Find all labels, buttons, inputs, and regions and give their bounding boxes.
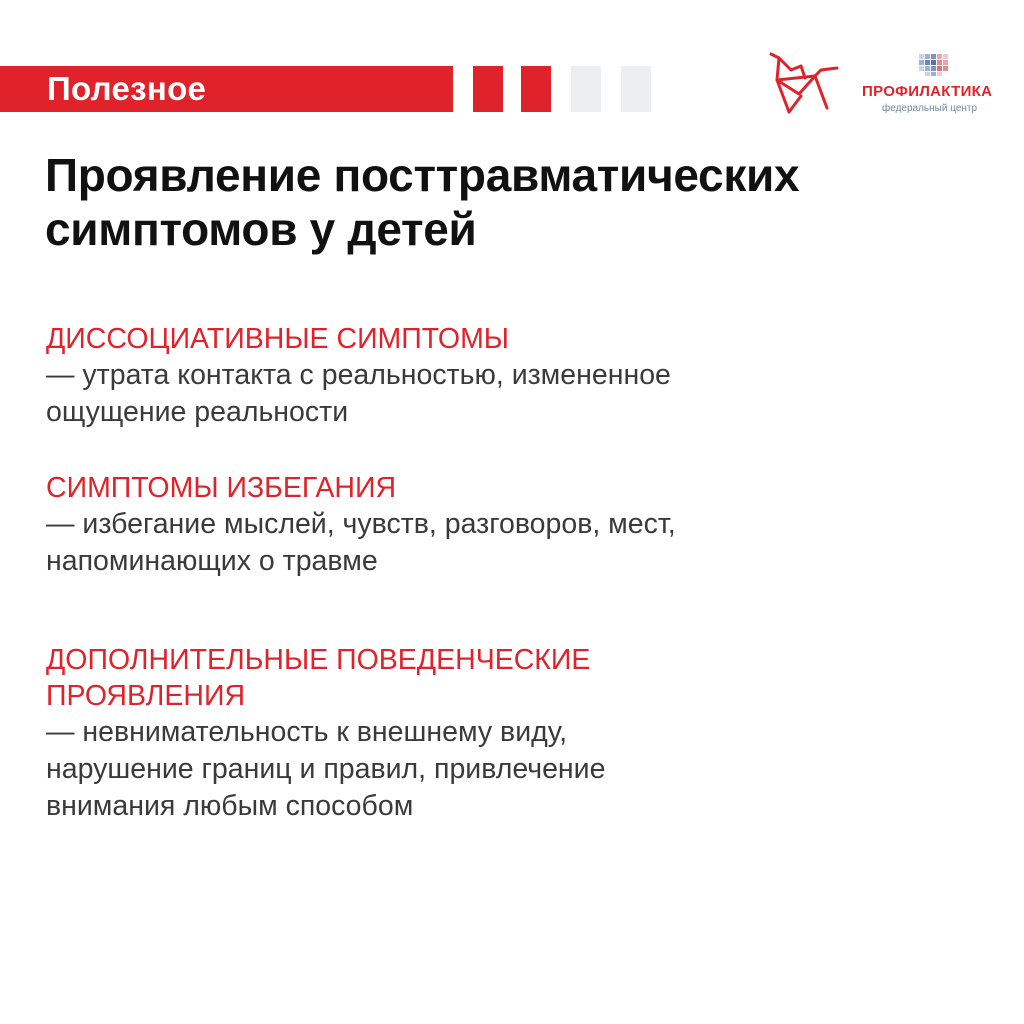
page-title-line: Проявление посттравматических <box>45 149 800 201</box>
decor-square-red-2 <box>521 66 551 112</box>
profilaktika-logo <box>765 50 1015 120</box>
decor-square-grey-2 <box>621 66 651 112</box>
section-description <box>46 714 986 825</box>
section-heading-line: ДИССОЦИАТИВНЫЕ СИМПТОМЫ <box>46 323 510 355</box>
symptom-section-behavioral <box>46 642 986 825</box>
chair-logo-icon <box>765 50 845 116</box>
decor-square-red-1 <box>473 66 503 112</box>
decor-square-grey-1 <box>571 66 601 112</box>
section-description <box>46 357 986 431</box>
section-heading <box>46 642 986 714</box>
header-banner <box>0 66 453 112</box>
section-description-line: ощущение реальности <box>46 396 349 428</box>
section-description-line: нарушение границ и правил, привлечение <box>46 753 606 785</box>
section-description <box>46 506 986 580</box>
page-title <box>45 148 1005 256</box>
grid-logo-icon <box>919 54 949 76</box>
logo-subtitle: федеральный центр <box>882 103 978 114</box>
section-description-line: — невнимательность к внешнему виду, <box>46 716 568 748</box>
section-heading-line: ПРОЯВЛЕНИЯ <box>46 680 246 712</box>
section-heading <box>46 470 986 506</box>
symptom-section-avoidance <box>46 470 986 580</box>
section-heading <box>46 321 986 357</box>
page-title-line: симптомов у детей <box>45 203 477 255</box>
banner-label: Полезное <box>47 70 207 107</box>
section-description-line: внимания любым способом <box>46 790 414 822</box>
section-description-line: — утрата контакта с реальностью, измененное <box>46 359 671 391</box>
section-heading-line: СИМПТОМЫ ИЗБЕГАНИЯ <box>46 472 397 504</box>
section-description-line: — избегание мыслей, чувств, разговоров, мест, <box>46 508 676 540</box>
symptom-section-dissociative <box>46 321 986 431</box>
section-heading-line: ДОПОЛНИТЕЛЬНЫЕ ПОВЕДЕНЧЕСКИЕ <box>46 644 591 676</box>
logo-name: ПРОФИЛАКТИКА <box>862 83 993 100</box>
section-description-line: напоминающих о травме <box>46 545 378 577</box>
